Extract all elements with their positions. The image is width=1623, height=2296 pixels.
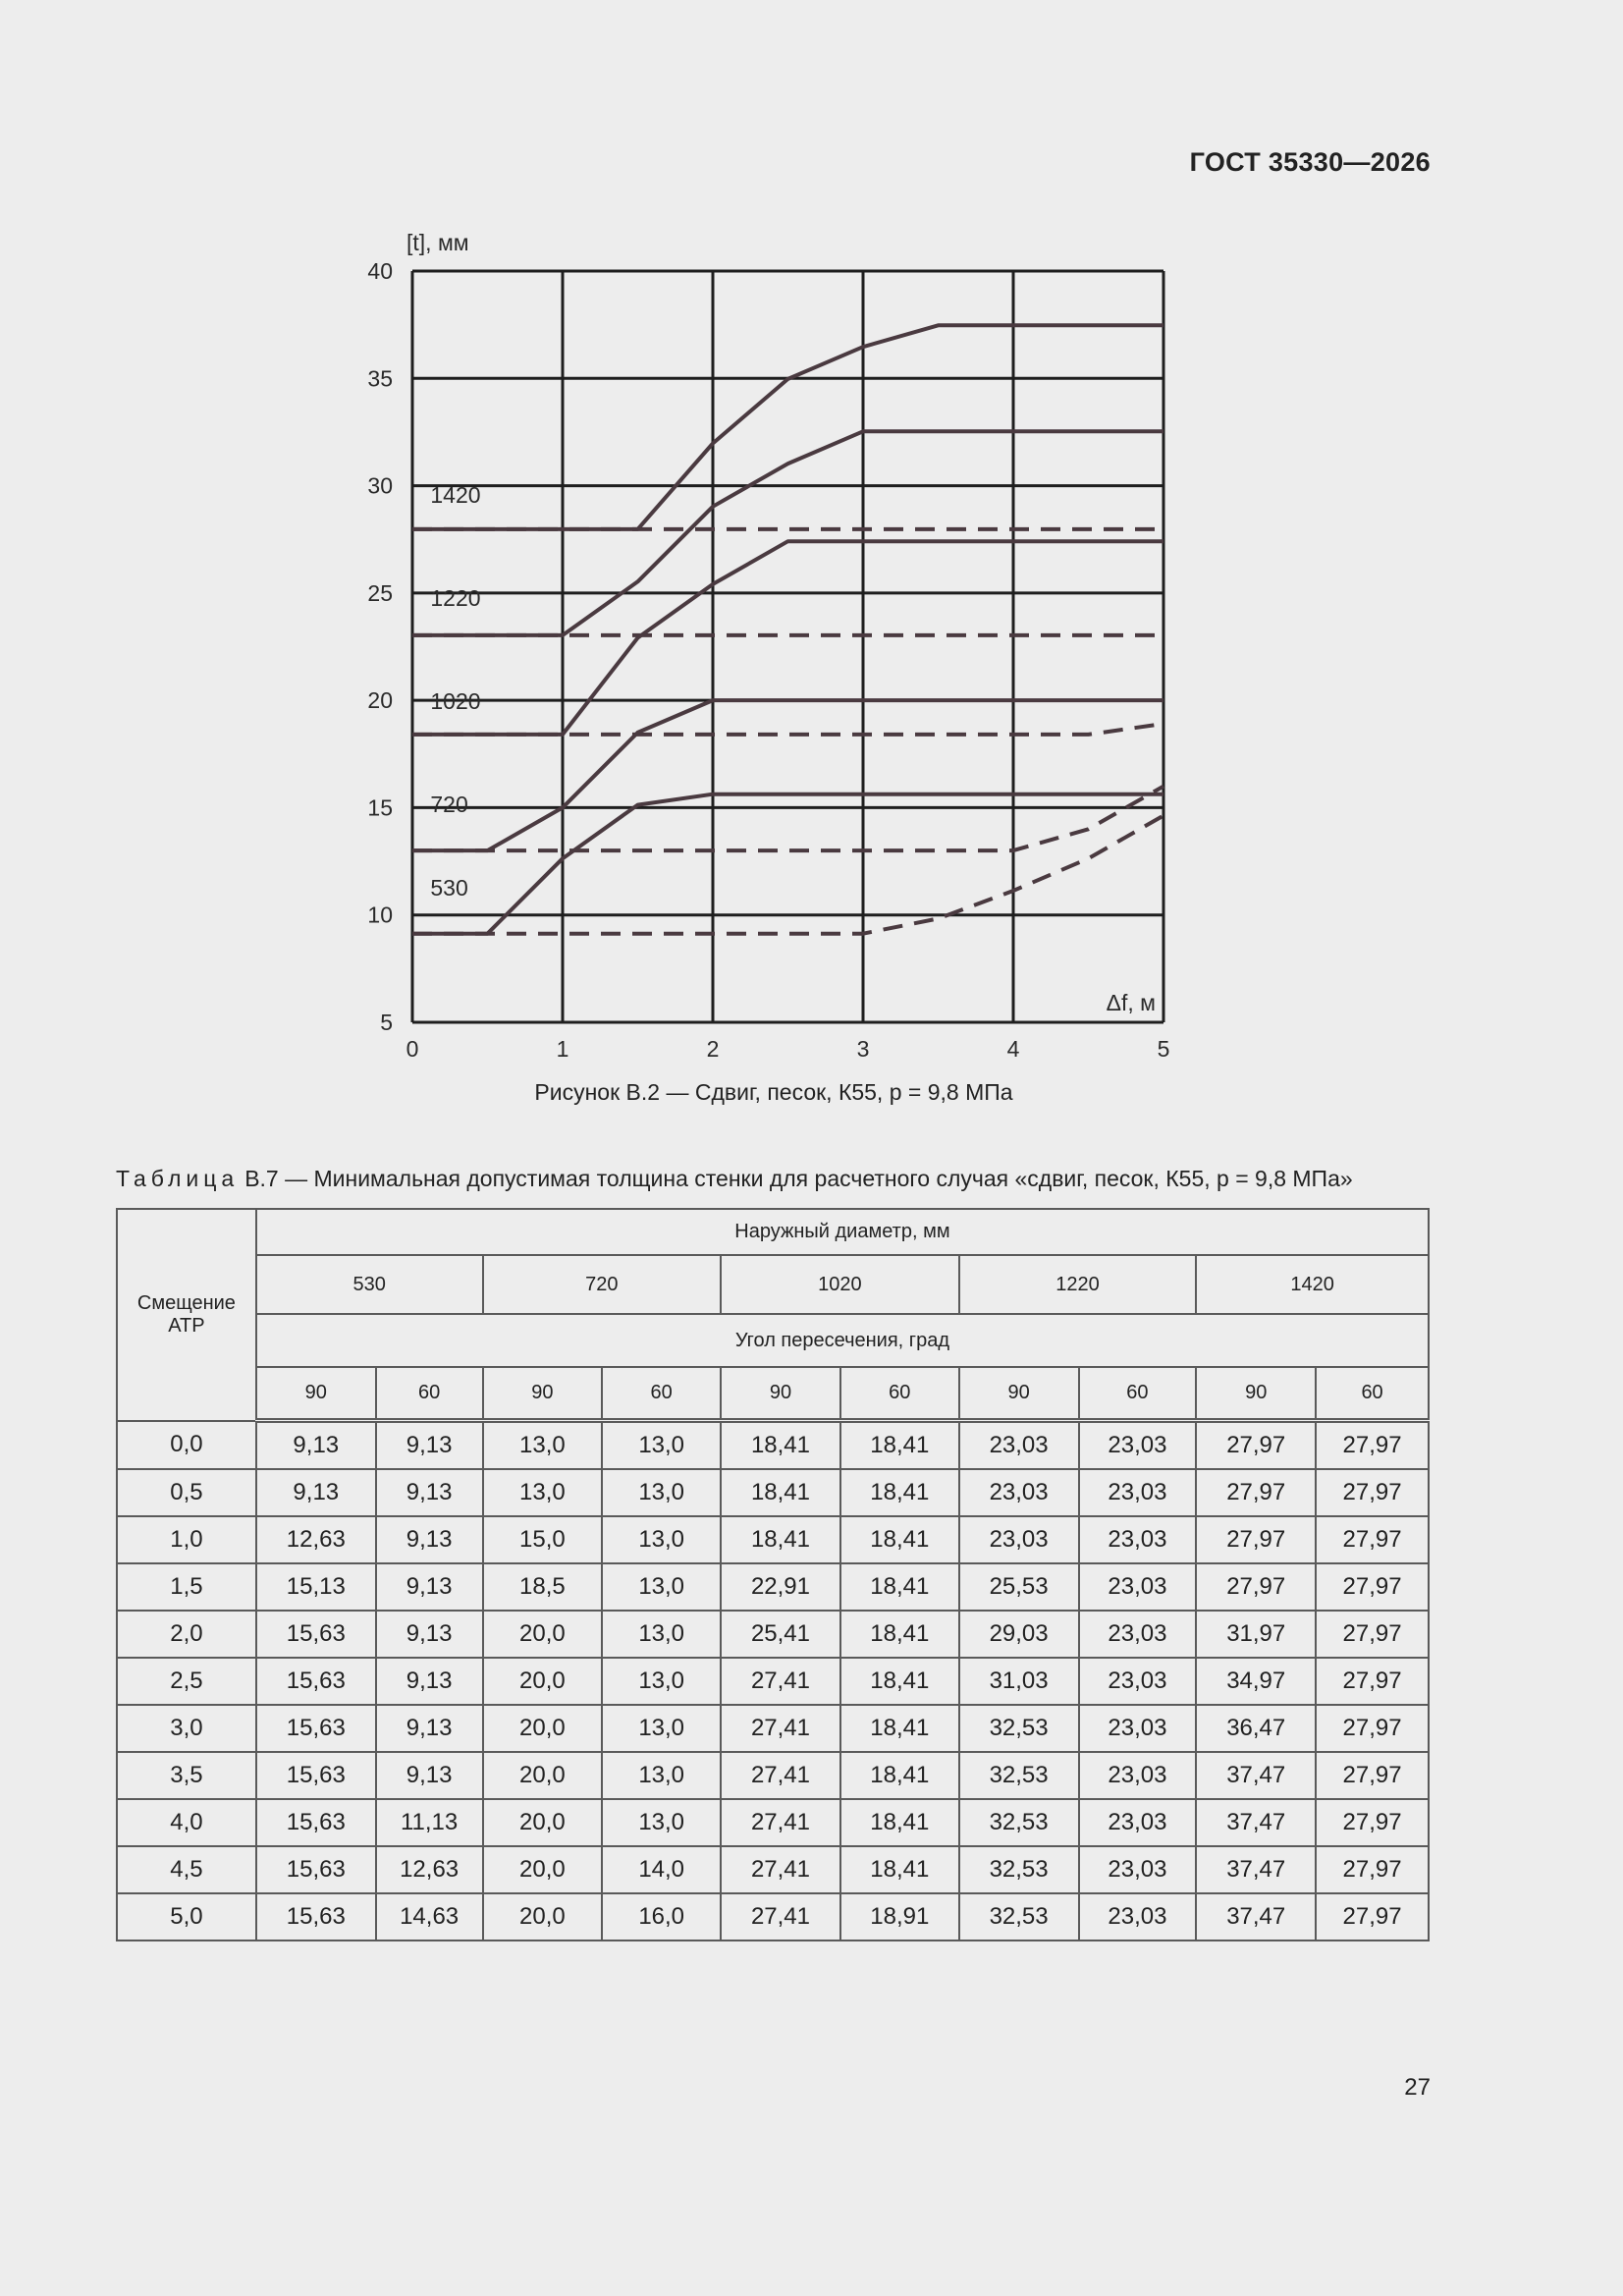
thickness-cell: 25,53: [959, 1563, 1079, 1611]
thickness-cell: 15,63: [256, 1893, 376, 1941]
series-line-1020-dashed: [412, 724, 1163, 735]
thickness-cell: 29,03: [959, 1611, 1079, 1658]
thickness-cell: 37,47: [1196, 1799, 1316, 1846]
y-tick-label: 5: [380, 1010, 393, 1035]
thickness-cell: 23,03: [1079, 1421, 1197, 1470]
thickness-cell: 20,0: [483, 1799, 603, 1846]
thickness-cell: 27,41: [721, 1752, 840, 1799]
row-header: Смещение АТР: [117, 1209, 256, 1421]
y-tick-label: 20: [367, 687, 393, 714]
diameter-header: 530: [256, 1255, 483, 1314]
thickness-cell: 18,41: [840, 1705, 959, 1752]
thickness-cell: 20,0: [483, 1893, 603, 1941]
angle-header: 90: [1196, 1367, 1316, 1421]
series-line-530-solid: [412, 791, 1163, 934]
thickness-cell: 9,13: [376, 1705, 483, 1752]
diameter-header: 1020: [721, 1255, 959, 1314]
thickness-cell: 23,03: [959, 1469, 1079, 1516]
series-line-720-solid: [412, 700, 1163, 850]
thickness-cell: 15,63: [256, 1611, 376, 1658]
thickness-cell: 15,13: [256, 1563, 376, 1611]
thickness-cell: 27,97: [1316, 1516, 1429, 1563]
thickness-cell: 13,0: [602, 1469, 721, 1516]
y-tick-label: 10: [367, 902, 393, 928]
series-line-1020-solid: [412, 541, 1163, 735]
table-row: [117, 1799, 1429, 1846]
thickness-cell: 27,97: [1316, 1469, 1429, 1516]
thickness-cell: 13,0: [602, 1752, 721, 1799]
angle-header: 60: [1316, 1367, 1429, 1421]
series-label: 530: [430, 875, 468, 902]
table-row: [117, 1421, 1429, 1470]
thickness-cell: 9,13: [376, 1563, 483, 1611]
thickness-cell: 18,41: [840, 1469, 959, 1516]
offset-cell: 1,0: [117, 1516, 256, 1563]
thickness-cell: 37,47: [1196, 1893, 1316, 1941]
thickness-cell: 14,63: [376, 1893, 483, 1941]
thickness-cell: 23,03: [1079, 1611, 1197, 1658]
offset-cell: 1,5: [117, 1563, 256, 1611]
table-row: [117, 1469, 1429, 1516]
series-line-1420-solid: [412, 325, 1163, 529]
thickness-cell: 27,97: [1316, 1658, 1429, 1705]
angle-header: 90: [256, 1367, 376, 1421]
x-tick-label: 4: [1006, 1036, 1020, 1062]
angle-header: 60: [602, 1367, 721, 1421]
thickness-cell: 27,97: [1316, 1846, 1429, 1893]
offset-cell: 4,5: [117, 1846, 256, 1893]
thickness-cell: 32,53: [959, 1752, 1079, 1799]
thickness-cell: 32,53: [959, 1846, 1079, 1893]
thickness-cell: 27,97: [1196, 1421, 1316, 1470]
thickness-cell: 23,03: [1079, 1516, 1197, 1563]
thickness-cell: 9,13: [376, 1752, 483, 1799]
thickness-cell: 31,97: [1196, 1611, 1316, 1658]
x-tick-label: 2: [706, 1036, 720, 1062]
thickness-cell: 23,03: [1079, 1563, 1197, 1611]
angle-header: 90: [483, 1367, 603, 1421]
thickness-cell: 12,63: [256, 1516, 376, 1563]
thickness-cell: 18,41: [840, 1846, 959, 1893]
thickness-cell: 15,63: [256, 1752, 376, 1799]
thickness-cell: 27,41: [721, 1705, 840, 1752]
thickness-cell: 13,0: [602, 1611, 721, 1658]
diameter-header: 1420: [1196, 1255, 1429, 1314]
thickness-cell: 18,41: [840, 1421, 959, 1470]
thickness-cell: 9,13: [376, 1469, 483, 1516]
thickness-cell: 13,0: [602, 1563, 721, 1611]
thickness-cell: 11,13: [376, 1799, 483, 1846]
thickness-cell: 9,13: [256, 1469, 376, 1516]
thickness-cell: 20,0: [483, 1705, 603, 1752]
thickness-cell: 13,0: [602, 1421, 721, 1470]
chart-grid: [412, 271, 1163, 1022]
y-tick-label: 25: [367, 579, 393, 606]
series-label: 1020: [430, 687, 481, 714]
x-tick-label: 1: [556, 1036, 569, 1062]
document-code: ГОСТ 35330—2026: [1189, 147, 1431, 177]
thickness-cell: 13,0: [602, 1658, 721, 1705]
offset-cell: 4,0: [117, 1799, 256, 1846]
thickness-cell: 23,03: [1079, 1752, 1197, 1799]
thickness-cell: 23,03: [1079, 1658, 1197, 1705]
offset-cell: 0,5: [117, 1469, 256, 1516]
thickness-cell: 27,97: [1196, 1469, 1316, 1516]
thickness-cell: 15,0: [483, 1516, 603, 1563]
thickness-cell: 23,03: [959, 1421, 1079, 1470]
thickness-cell: 27,41: [721, 1893, 840, 1941]
thickness-cell: 23,03: [1079, 1705, 1197, 1752]
thickness-cell: 16,0: [602, 1893, 721, 1941]
thickness-cell: 23,03: [1079, 1799, 1197, 1846]
series-label: 1420: [430, 482, 481, 509]
thickness-cell: 18,41: [721, 1421, 840, 1470]
x-tick-label: 0: [406, 1036, 419, 1062]
thickness-cell: 23,03: [1079, 1469, 1197, 1516]
figure-caption: Рисунок В.2 — Сдвиг, песок, К55, p = 9,8 МПа: [534, 1079, 1013, 1105]
thickness-cell: 36,47: [1196, 1705, 1316, 1752]
offset-cell: 2,0: [117, 1611, 256, 1658]
thickness-cell: 27,41: [721, 1799, 840, 1846]
thickness-cell: 25,41: [721, 1611, 840, 1658]
thickness-cell: 18,41: [840, 1611, 959, 1658]
diameter-group-header: Наружный диаметр, мм: [256, 1209, 1429, 1255]
thickness-cell: 20,0: [483, 1611, 603, 1658]
thickness-cell: 20,0: [483, 1846, 603, 1893]
x-axis-label: Δf, м: [1106, 990, 1156, 1015]
thickness-cell: 31,03: [959, 1658, 1079, 1705]
y-tick-label: 15: [367, 794, 393, 821]
table-row: [117, 1752, 1429, 1799]
table-caption-label: Таблица: [116, 1166, 240, 1191]
series-line-1220-solid: [412, 431, 1163, 635]
series-label: 1220: [430, 584, 481, 611]
thickness-cell: 32,53: [959, 1705, 1079, 1752]
thickness-cell: 27,97: [1316, 1563, 1429, 1611]
thickness-cell: 13,0: [602, 1516, 721, 1563]
diameter-row: [117, 1255, 1429, 1314]
thickness-cell: 27,97: [1316, 1799, 1429, 1846]
diameter-header: 1220: [959, 1255, 1197, 1314]
thickness-cell: 32,53: [959, 1799, 1079, 1846]
thickness-cell: 23,03: [1079, 1846, 1197, 1893]
thickness-cell: 9,13: [376, 1611, 483, 1658]
thickness-cell: 18,91: [840, 1893, 959, 1941]
table-row: [117, 1658, 1429, 1705]
angle-header: 90: [721, 1367, 840, 1421]
table-row: [117, 1611, 1429, 1658]
angle-header: 60: [840, 1367, 959, 1421]
shift-sand-chart: [353, 221, 1208, 1085]
thickness-cell: 27,97: [1316, 1611, 1429, 1658]
thickness-cell: 34,97: [1196, 1658, 1316, 1705]
angle-header: 90: [959, 1367, 1079, 1421]
thickness-cell: 9,13: [256, 1421, 376, 1470]
thickness-cell: 27,41: [721, 1658, 840, 1705]
table-row: [117, 1516, 1429, 1563]
thickness-cell: 20,0: [483, 1658, 603, 1705]
y-axis-label: [t], мм: [406, 230, 469, 255]
thickness-cell: 18,41: [840, 1516, 959, 1563]
offset-cell: 3,5: [117, 1752, 256, 1799]
y-tick-label: 35: [367, 365, 393, 392]
thickness-cell: 27,97: [1316, 1752, 1429, 1799]
y-tick-label: 40: [367, 258, 393, 284]
thickness-cell: 18,41: [840, 1752, 959, 1799]
table-row: [117, 1893, 1429, 1941]
chart-series: [412, 325, 1163, 933]
thickness-cell: 27,97: [1316, 1705, 1429, 1752]
thickness-cell: 15,63: [256, 1846, 376, 1893]
x-tick-label: 3: [856, 1036, 870, 1062]
x-tick-label: 5: [1157, 1036, 1170, 1062]
offset-cell: 0,0: [117, 1421, 256, 1470]
thickness-cell: 9,13: [376, 1516, 483, 1563]
table-body: [117, 1421, 1429, 1941]
thickness-cell: 23,03: [1079, 1893, 1197, 1941]
angle-header: 60: [1079, 1367, 1197, 1421]
thickness-cell: 15,63: [256, 1658, 376, 1705]
thickness-cell: 18,5: [483, 1563, 603, 1611]
thickness-cell: 27,97: [1316, 1421, 1429, 1470]
thickness-cell: 27,97: [1196, 1563, 1316, 1611]
thickness-cell: 13,0: [602, 1705, 721, 1752]
thickness-cell: 32,53: [959, 1893, 1079, 1941]
y-tick-label: 30: [367, 472, 393, 499]
chart-labels: [367, 230, 1169, 1062]
thickness-cell: 20,0: [483, 1752, 603, 1799]
thickness-cell: 15,63: [256, 1705, 376, 1752]
offset-cell: 5,0: [117, 1893, 256, 1941]
page-number: 27: [1404, 2074, 1431, 2101]
thickness-cell: 27,97: [1316, 1893, 1429, 1941]
offset-cell: 2,5: [117, 1658, 256, 1705]
thickness-cell: 18,41: [840, 1563, 959, 1611]
wall-thickness-table: [116, 1208, 1430, 1941]
table-row: [117, 1705, 1429, 1752]
diameter-header: 720: [483, 1255, 722, 1314]
table-row: [117, 1846, 1429, 1893]
thickness-cell: 14,0: [602, 1846, 721, 1893]
thickness-cell: 18,41: [840, 1799, 959, 1846]
thickness-cell: 23,03: [959, 1516, 1079, 1563]
table-caption-text: В.7 — Минимальная допустимая толщина стенки для расчетного случая «сдвиг, песок, К55, p = 9,8 МПа»: [244, 1166, 1353, 1191]
angle-header: 60: [376, 1367, 483, 1421]
thickness-cell: 37,47: [1196, 1752, 1316, 1799]
thickness-cell: 37,47: [1196, 1846, 1316, 1893]
offset-cell: 3,0: [117, 1705, 256, 1752]
thickness-cell: 27,41: [721, 1846, 840, 1893]
thickness-cell: 9,13: [376, 1658, 483, 1705]
table-caption: [116, 1166, 1432, 1192]
thickness-cell: 18,41: [721, 1516, 840, 1563]
angle-group-header: Угол пересечения, град: [256, 1314, 1429, 1367]
thickness-cell: 15,63: [256, 1799, 376, 1846]
thickness-cell: 18,41: [840, 1658, 959, 1705]
thickness-cell: 13,0: [483, 1469, 603, 1516]
series-label: 720: [430, 791, 468, 817]
table-row: [117, 1563, 1429, 1611]
thickness-cell: 27,97: [1196, 1516, 1316, 1563]
thickness-cell: 9,13: [376, 1421, 483, 1470]
thickness-cell: 22,91: [721, 1563, 840, 1611]
thickness-cell: 12,63: [376, 1846, 483, 1893]
thickness-cell: 18,41: [721, 1469, 840, 1516]
angle-row: [117, 1367, 1429, 1421]
thickness-cell: 13,0: [483, 1421, 603, 1470]
thickness-cell: 13,0: [602, 1799, 721, 1846]
